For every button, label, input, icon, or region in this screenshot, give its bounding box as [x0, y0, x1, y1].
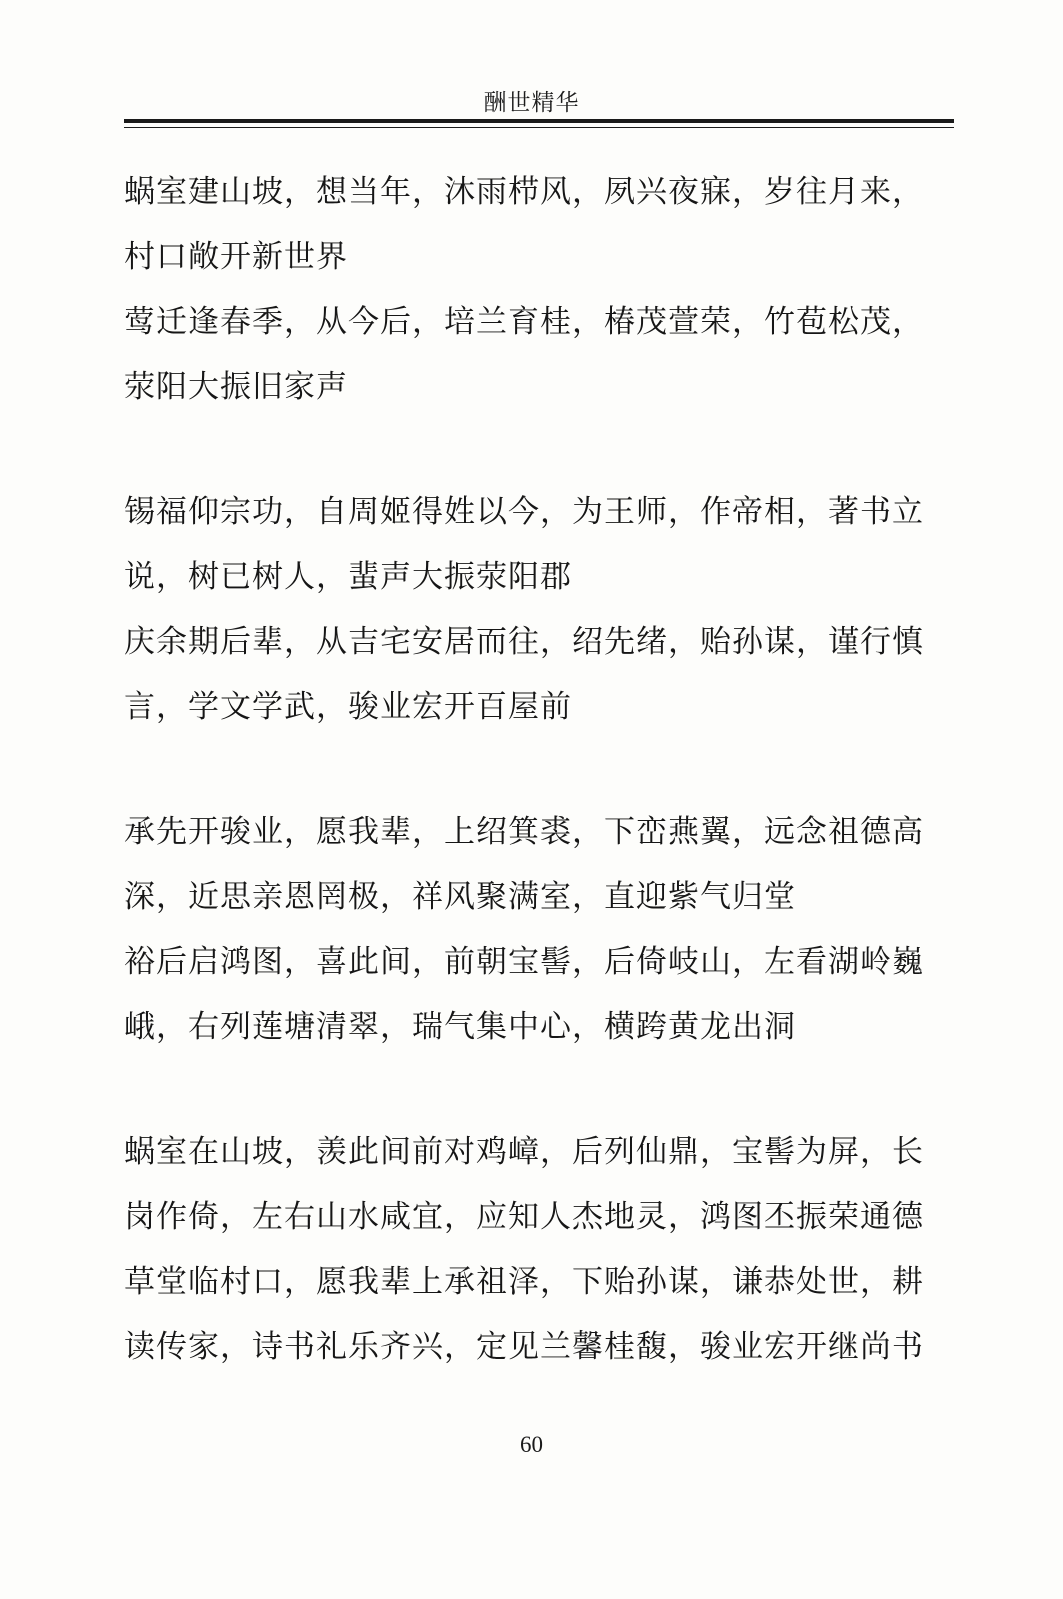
couplet-stanza-1 — [124, 160, 954, 420]
couplet-line: 莺迁逢春季，从今后，培兰育桂，椿茂萱荣，竹苞松茂，荥阳大振旧家声 — [124, 304, 924, 405]
couplet-stanza-4 — [124, 1120, 954, 1380]
couplet-stanza-2 — [124, 480, 954, 740]
running-header: 酬世精华 — [483, 90, 580, 116]
couplet-line: 裕后启鸿图，喜此间，前朝宝髻，后倚岐山，左看湖岭巍峨，右列莲塘清翠，瑞气集中心，横跨黄龙出洞 — [124, 944, 924, 1045]
couplet-line: 庆余期后辈，从吉宅安居而往，绍先绪，贻孙谋，谨行慎言，学文学武，骏业宏开百屋前 — [124, 624, 924, 725]
couplet-line: 蜗室建山坡，想当年，沐雨栉风，夙兴夜寐，岁往月来，村口敞开新世界 — [124, 174, 924, 275]
couplet-line: 承先开骏业，愿我辈，上绍箕裘，下峦燕翼，远念祖德高深，近思亲恩罔极，祥风聚满室，直迎紫气归堂 — [124, 814, 924, 915]
couplet-line: 锡福仰宗功，自周姬得姓以今，为王师，作帝相，著书立说，树已树人，蜚声大振荥阳郡 — [124, 494, 924, 595]
couplet-line: 蜗室在山坡，羡此间前对鸡嶂，后列仙鼎，宝髻为屏，长岗作倚，左右山水咸宜，应知人杰地灵，鸿图丕振荣通德 — [124, 1134, 924, 1235]
couplet-stanza-3 — [124, 800, 954, 1060]
header-rule-thin — [124, 127, 954, 128]
couplet-line: 草堂临村口，愿我辈上承祖泽，下贻孙谋，谦恭处世，耕读传家，诗书礼乐齐兴，定见兰馨桂馥，骏业宏开继尚书 — [124, 1264, 924, 1365]
page-number: 60 — [520, 1432, 543, 1457]
header-rule-thick — [124, 119, 954, 123]
couplet-body — [124, 160, 954, 1380]
